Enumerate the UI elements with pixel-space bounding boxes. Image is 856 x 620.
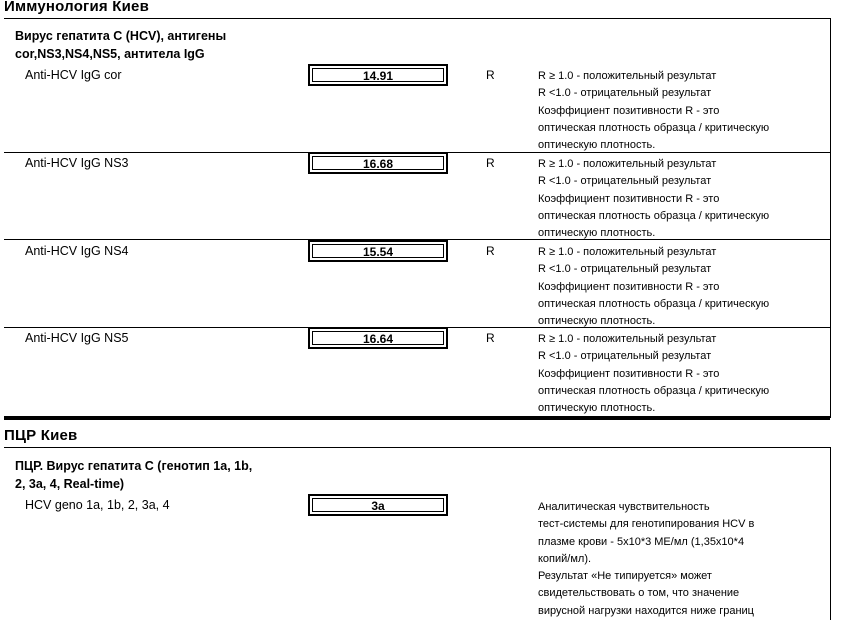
test-name: Anti-HCV IgG NS4 — [25, 244, 129, 258]
reference-line: R <1.0 - отрицательный результат — [538, 350, 712, 363]
result-value-box — [308, 494, 448, 516]
section-divider — [4, 447, 830, 448]
reference-line: оптическую плотность. — [538, 315, 656, 328]
result-value: 16.64 — [312, 331, 444, 345]
result-value: 15.54 — [312, 244, 444, 258]
reference-line: R ≥ 1.0 - положительный результат — [538, 158, 717, 170]
reference-line: R ≥ 1.0 - положительный результат — [538, 333, 717, 345]
section-title-immunology: Иммунология Киев — [4, 0, 149, 15]
reference-line: R ≥ 1.0 - положительный результат — [538, 246, 717, 258]
section-title-pcr: ПЦР Киев — [4, 427, 78, 444]
test-name: Anti-HCV IgG NS3 — [25, 156, 129, 170]
result-value: 3a — [312, 498, 444, 512]
reference-line: R <1.0 - отрицательный результат — [538, 87, 712, 100]
reference-line: плазме крови - 5х10*3 МЕ/мл (1,35х10*4 — [538, 535, 745, 548]
group-title-line: 2, 3а, 4, Real-time) — [15, 477, 125, 491]
reference-line: оптическую плотность. — [538, 139, 656, 152]
reference-text — [538, 156, 798, 242]
reference-line: Коэффициент позитивности R - это — [538, 367, 720, 380]
reference-line: вирусной нагрузки находится ниже границ — [538, 604, 754, 617]
result-value: 14.91 — [312, 68, 444, 82]
result-value-box — [308, 64, 448, 86]
reference-line: оптическую плотность. — [538, 402, 656, 415]
section-end-divider — [4, 416, 830, 420]
reference-line: оптическая плотность образца / критическую — [538, 121, 770, 134]
group-title-line: Вирус гепатита С (HCV), антигены — [15, 29, 227, 43]
reference-line: Коэффициент позитивности R - это — [538, 192, 720, 205]
group-title-line: ПЦР. Вирус гепатита С (генотип 1а, 1b, — [15, 459, 253, 473]
reference-line: копий/мл). — [538, 552, 592, 565]
result-unit: R — [486, 68, 495, 82]
section-border — [830, 447, 831, 620]
reference-line: Коэффициент позитивности R - это — [538, 104, 720, 117]
reference-text — [538, 499, 798, 620]
reference-text — [538, 331, 798, 417]
reference-line: оптическая плотность образца / критическую — [538, 297, 770, 310]
test-name: Anti-HCV IgG cor — [25, 68, 122, 82]
group-title-hcv-genotype — [15, 457, 295, 493]
result-value-box — [308, 327, 448, 349]
reference-line: тест-системы для генотипирования HCV в — [538, 518, 755, 531]
result-value-box — [308, 240, 448, 262]
test-name: Anti-HCV IgG NS5 — [25, 331, 129, 345]
group-title-line: cor,NS3,NS4,NS5, антитела IgG — [15, 47, 205, 61]
result-unit: R — [486, 244, 495, 258]
test-name: HCV geno 1a, 1b, 2, 3a, 4 — [25, 498, 170, 512]
section-divider — [4, 18, 830, 19]
group-title-hcv-antibodies — [15, 27, 295, 63]
reference-line: Результат «Не типируется» может — [538, 570, 712, 583]
reference-line: R <1.0 - отрицательный результат — [538, 263, 712, 276]
result-value-box — [308, 152, 448, 174]
result-value: 16.68 — [312, 156, 444, 170]
section-border — [830, 18, 831, 418]
reference-line: Аналитическая чувствительность — [538, 501, 710, 513]
reference-line: Коэффициент позитивности R - это — [538, 280, 720, 293]
result-unit: R — [486, 156, 495, 170]
reference-line: оптическая плотность образца / критическую — [538, 209, 770, 222]
reference-line: оптическая плотность образца / критическую — [538, 384, 770, 397]
result-unit: R — [486, 331, 495, 345]
reference-line: оптическую плотность. — [538, 227, 656, 240]
reference-line: свидетельствовать о том, что значение — [538, 587, 740, 600]
reference-line: R <1.0 - отрицательный результат — [538, 175, 712, 188]
reference-text — [538, 244, 798, 330]
reference-line: R ≥ 1.0 - положительный результат — [538, 70, 717, 82]
reference-text — [538, 68, 798, 154]
